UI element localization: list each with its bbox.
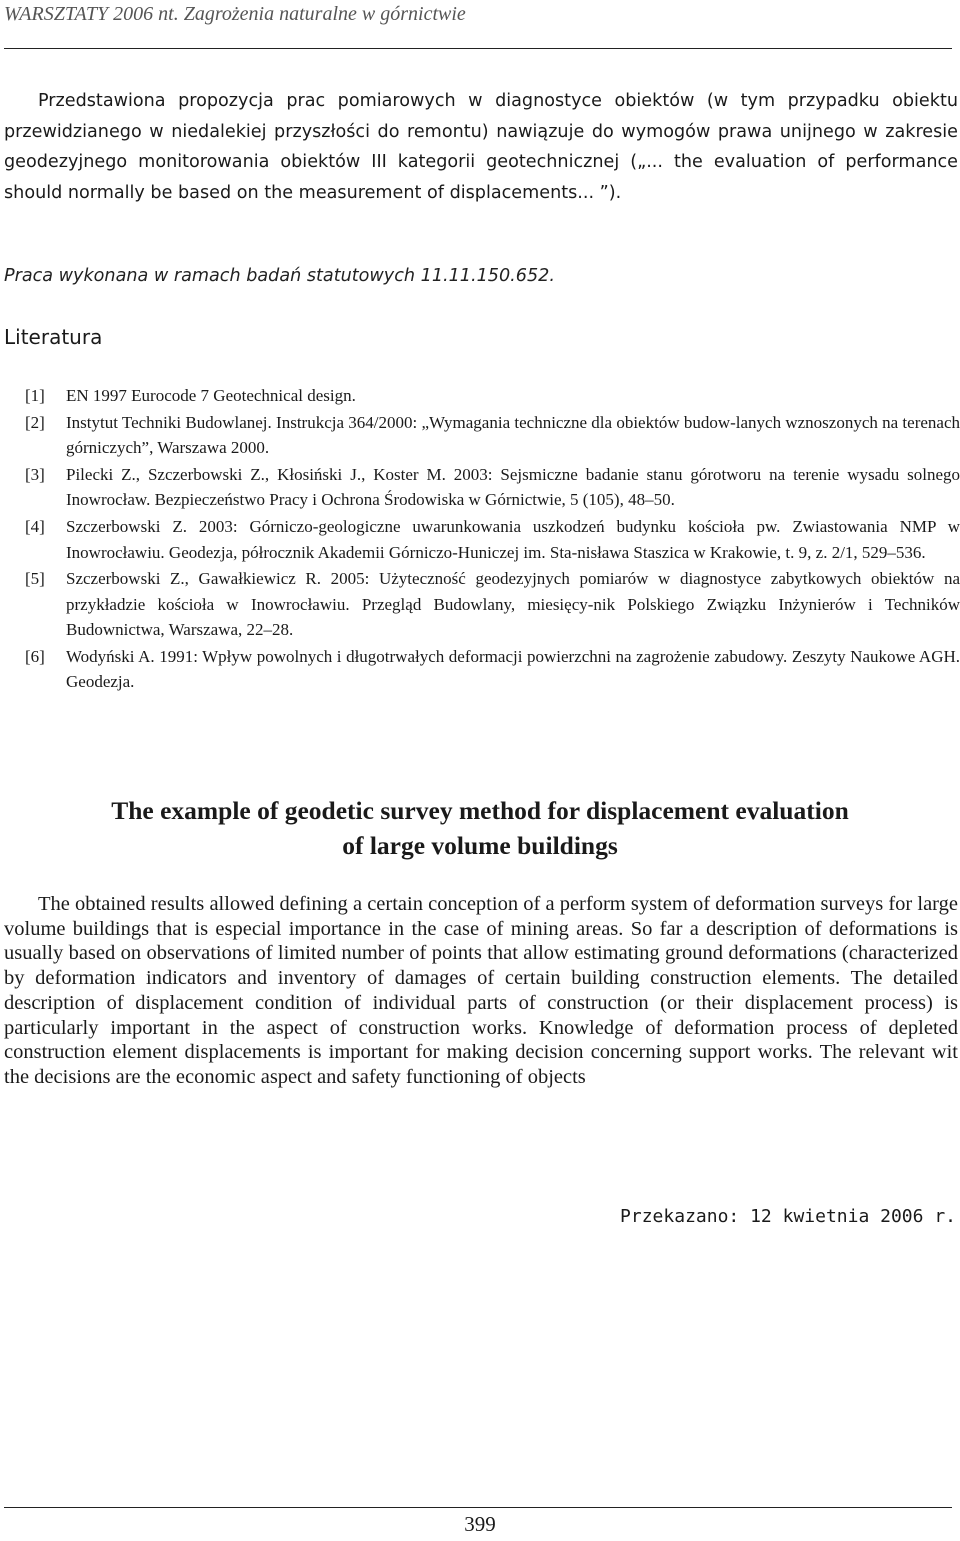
english-title-line-1: The example of geodetic survey method for displacement evaluation — [111, 796, 849, 825]
reference-text: EN 1997 Eurocode 7 Geotechnical design. — [66, 386, 356, 405]
reference-number: [6] — [25, 646, 45, 666]
reference-item — [25, 644, 960, 695]
reference-item — [25, 383, 960, 409]
references-list — [25, 383, 960, 695]
header-rule — [4, 48, 952, 49]
reference-text: Szczerbowski Z., Gawałkiewicz R. 2005: Użyteczność geodezyjnych pomiarów w diagnostyce zabytkowych obiektów na przykładzie kościoła w Inowrocławiu. Przegląd Budowlany, miesięcy-nik Polskiego Związku Inżynierów i Techników Budownictwa, Warszawa, 22–28. — [66, 569, 960, 640]
funding-note: Praca wykonana w ramach badań statutowych 11.11.150.652. — [4, 266, 555, 286]
footer-rule — [4, 1507, 952, 1508]
reference-number: [1] — [25, 386, 45, 405]
running-header: WARSZTATY 2006 nt. Zagrożenia naturalne w górnictwie — [4, 3, 466, 25]
english-title — [0, 793, 960, 863]
reference-number: [4] — [25, 517, 45, 537]
reference-item — [25, 566, 960, 643]
page-number: 399 — [464, 1512, 496, 1536]
reference-number: [3] — [25, 464, 45, 484]
reference-item — [25, 410, 960, 461]
body-paragraph-pl — [4, 86, 958, 208]
reference-text: Pilecki Z., Szczerbowski Z., Kłosiński J., Koster M. 2003: Sejsmiczne badanie stanu górotworu na terenie wysadu solnego Inowrocław. Bezpieczeństwo Pracy i Ochrona Środowiska w Górnictwie, 5 (105), 48–50. — [66, 464, 960, 510]
reference-item — [25, 514, 960, 565]
body-paragraph-text: Przedstawiona propozycja prac pomiarowych w diagnostyce obiektów (w tym przypadku obiektu przewidzianego w niedalekiej przyszłości do remontu) nawiązuje do wymogów prawa unijnego w zakresie geodezyjnego monitorowania obiektów III kategorii geotechnicznej („... the evaluation of performance should normally be based on the measurement of displacements... ”). — [4, 91, 958, 203]
english-abstract — [4, 892, 958, 1090]
reference-text: Wodyński A. 1991: Wpływ powolnych i długotrwałych deformacji powierzchni na zagrożenie zabudowy. Zeszyty Naukowe AGH. Geodezja. — [66, 646, 960, 692]
reference-number: [2] — [25, 412, 45, 432]
received-date: Przekazano: 12 kwietnia 2006 r. — [620, 1206, 956, 1227]
english-abstract-text: The obtained results allowed defining a certain conception of a perform system of deformation surveys for large volume buildings that is especial importance in the case of mining areas. So far a description of deformations is usually based on observations of limited number of points that allow estimating ground deformations (characterized by deformation indicators and inventory of damages of certain building construction elements. The detailed description of displacement condition of individual parts of construction (or their displacement process) is particularly important in the aspect of construction works. Knowledge of deformation process of depleted construction element displacements is important for making decision concerning support works. The relevant wit the decisions are the economic aspect and safety functioning of objects — [4, 893, 958, 1088]
reference-item — [25, 462, 960, 513]
reference-text: Instytut Techniki Budowlanej. Instrukcja 364/2000: „Wymagania techniczne dla obiektów budow-lanych wznoszonych na terenach górniczych”, Warszawa 2000. — [66, 412, 960, 458]
references-heading: Literatura — [4, 325, 103, 349]
reference-text: Szczerbowski Z. 2003: Górniczo-geologiczne uwarunkowania uszkodzeń budynku kościoła pw. Zwiastowania NMP w Inowrocławiu. Geodezja, półrocznik Akademii Górniczo-Huniczej im. Sta-nisława Staszica w Krakowie, t. 9, z. 2/1, 529–536. — [66, 517, 960, 562]
reference-number: [5] — [25, 569, 45, 589]
english-title-line-2: of large volume buildings — [342, 831, 618, 860]
